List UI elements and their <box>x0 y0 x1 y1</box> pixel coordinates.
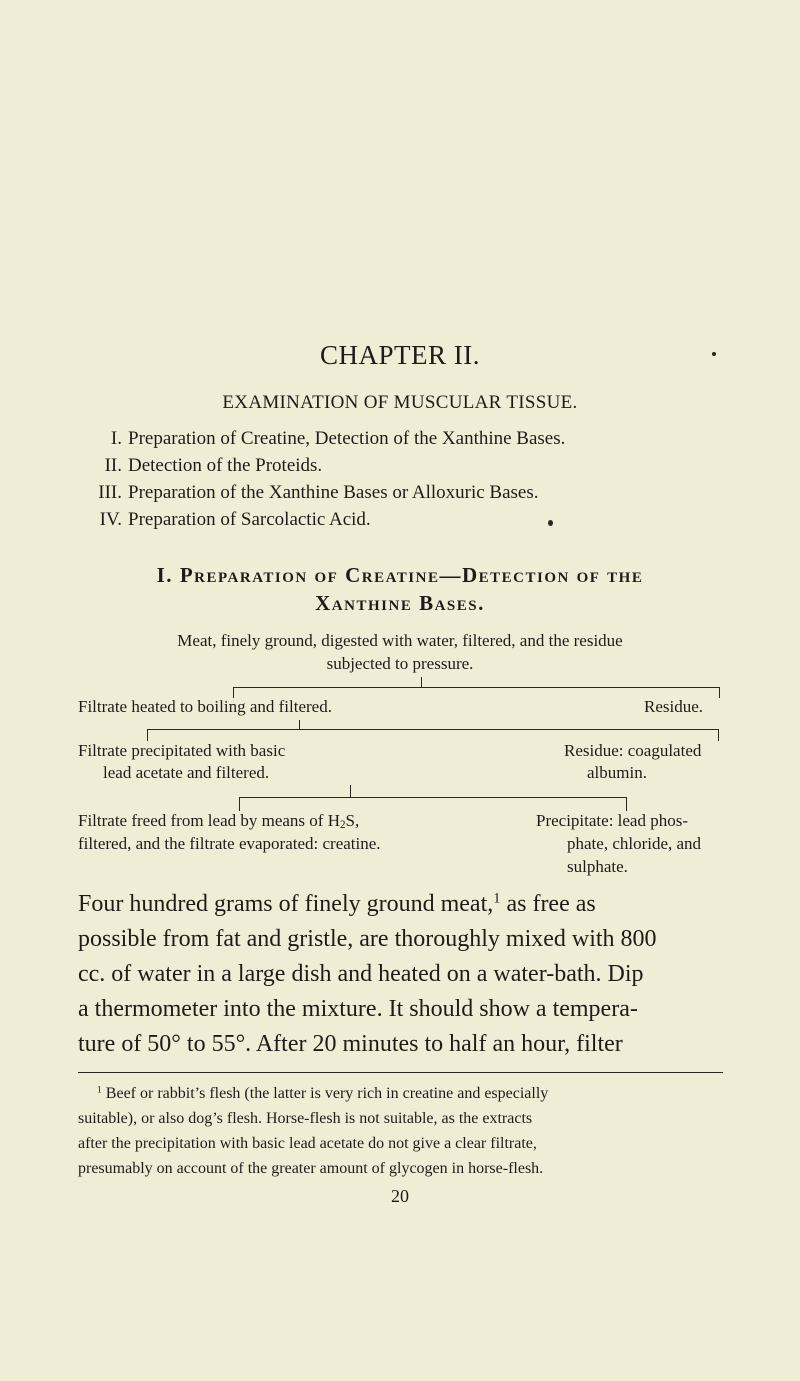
subsection-heading-line1 <box>0 563 800 588</box>
contents-number: II. <box>104 455 122 476</box>
contents-item <box>75 428 565 450</box>
contents-item <box>75 455 322 477</box>
scheme-filtrate-3-line2: filtered, and the filtrate evaporated: creatine. <box>78 834 381 853</box>
body-line: a thermometer into the mixture. It should show a tempera- <box>78 996 638 1022</box>
heading-number: I. <box>156 563 180 587</box>
scheme-connector <box>147 729 719 730</box>
scheme-connector <box>239 797 240 811</box>
scheme-precipitate-line3: sulphate. <box>567 857 628 876</box>
contents-item <box>75 482 539 504</box>
contents-number: I. <box>110 428 122 449</box>
ink-speck <box>548 520 553 526</box>
footnote-line: presumably on account of the greater amount of glycogen in horse-flesh. <box>78 1160 544 1177</box>
scheme-start-line2: subjected to pressure. <box>326 654 474 673</box>
scheme-filtrate-3-text: Filtrate freed from lead by means of H <box>78 811 340 830</box>
contents-number: III. <box>98 482 122 503</box>
scheme-residue-2-line2: albumin. <box>587 763 647 782</box>
contents-item <box>75 509 371 531</box>
scheme-connector <box>719 687 720 698</box>
body-line: cc. of water in a large dish and heated on a water-bath. Dip <box>78 961 644 987</box>
heading-text: Preparation of Creatine—Detection of the <box>179 563 644 587</box>
scheme-connector <box>718 729 719 741</box>
section-title: EXAMINATION OF MUSCULAR TISSUE. <box>222 392 578 413</box>
page-number: 20 <box>391 1186 409 1206</box>
ink-speck <box>712 352 716 356</box>
scheme-start-line1: Meat, finely ground, digested with water, filtered, and the residue <box>177 631 623 650</box>
body-text: as free as <box>500 891 596 917</box>
contents-text: Detection of the Proteids. <box>128 455 323 476</box>
contents-number: IV. <box>99 509 122 530</box>
scheme-connector <box>233 687 720 688</box>
scheme-residue-1: Residue. <box>644 697 704 716</box>
footnote-rule <box>78 1072 723 1073</box>
scheme-residue-2-line1: Residue: coagulated <box>564 741 702 760</box>
scheme-filtrate-2-line2: lead acetate and filtered. <box>103 763 270 782</box>
body-line: possible from fat and gristle, are thoroughly mixed with 800 <box>78 926 657 952</box>
contents-text: Preparation of Sarcolactic Acid. <box>128 509 371 530</box>
footnote-line <box>97 1083 548 1104</box>
footnote-marker: 1 <box>97 1084 102 1096</box>
scheme-precipitate-line1: Precipitate: lead phos- <box>536 811 689 830</box>
footnote-text: Beef or rabbit’s flesh (the latter is very rich in creatine and especially <box>101 1085 549 1102</box>
body-text: Four hundred grams of finely ground meat, <box>78 891 494 917</box>
subscript: 2 <box>340 819 346 832</box>
body-line <box>78 884 596 924</box>
scheme-connector <box>147 729 148 741</box>
scheme-connector <box>299 720 300 729</box>
footnote-marker: 1 <box>493 890 501 907</box>
scheme-filtrate-1: Filtrate heated to boiling and filtered. <box>78 697 332 716</box>
footnote-line: suitable), or also dog’s flesh. Horse-flesh is not suitable, as the extracts <box>78 1110 533 1127</box>
scheme-filtrate-2-line1: Filtrate precipitated with basic <box>78 741 286 760</box>
contents-text: Preparation of the Xanthine Bases or Alloxuric Bases. <box>128 482 539 503</box>
scheme-connector <box>626 797 627 811</box>
scheme-connector <box>239 797 627 798</box>
body-line: ture of 50° to 55°. After 20 minutes to half an hour, filter <box>78 1031 623 1057</box>
footnote-line: after the precipitation with basic lead acetate do not give a clear filtrate, <box>78 1135 537 1152</box>
scheme-filtrate-3-text: S, <box>345 811 360 830</box>
contents-text: Preparation of Creatine, Detection of the Xanthine Bases. <box>128 428 566 449</box>
scheme-connector <box>421 677 422 687</box>
scheme-precipitate-line2: phate, chloride, and <box>567 834 702 853</box>
subsection-heading-line2: Xanthine Bases. <box>315 591 485 615</box>
scheme-filtrate-3-line1 <box>78 811 359 831</box>
scheme-connector <box>350 785 351 797</box>
chapter-title: CHAPTER II. <box>320 340 480 370</box>
